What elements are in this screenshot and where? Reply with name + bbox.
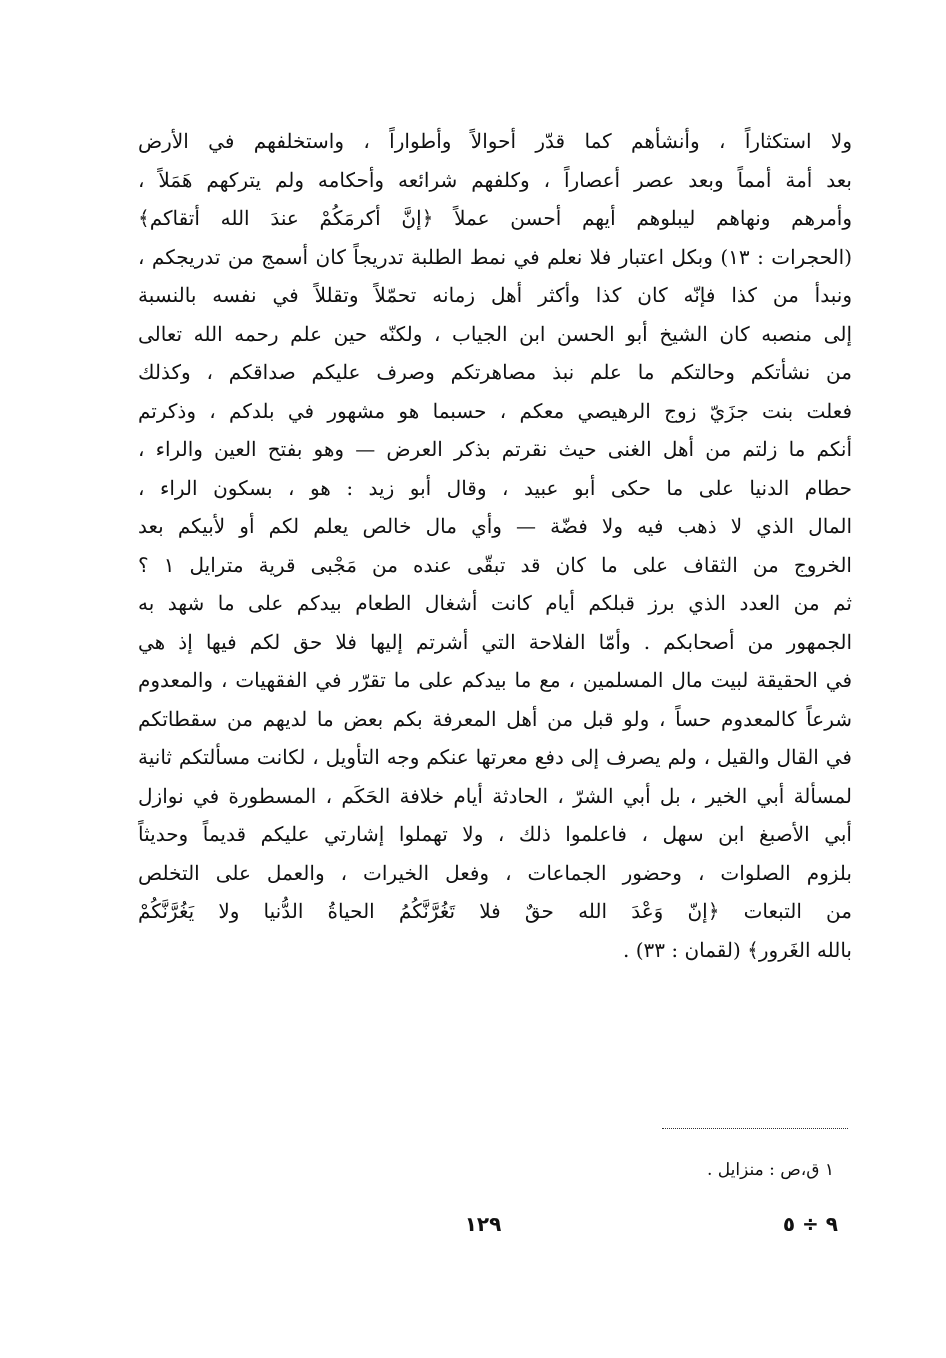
text-line: في الحقيقة لبيت مال المسلمين ، مع ما بيدكم على ما تقرّر في الفقهيات ، والمعدوم xyxy=(138,668,852,692)
text-line: من التبعات ﴿إنّ وَعْدَ الله حقٌ فلا تَغُرَّنَّكُمُ الحياةُ الدُّنيا ولا يَغُرَّنَّكُمْ xyxy=(138,899,852,923)
text-line: لمسألة أبي الخير ، بل أبي الشرّ ، الحادثة أيام خلافة الحَكَم ، المسطورة في نوازل xyxy=(138,783,852,808)
footnote: ١ ق،ص : منزايل . xyxy=(706,1160,834,1180)
text-line: ثم من العدد الذي برز قبلكم أيام كانت أشغال الطعام بيدكم على ما شهد به xyxy=(138,591,852,615)
printer-signature: ٩ ÷ ٥ xyxy=(782,1212,838,1236)
text-line: في القال والقيل ، ولم يصرف إلى دفع معرتها عنكم وجه التأويل ، لكانت مسألتكم ثانية xyxy=(138,745,852,769)
page-number: ١٢٩ xyxy=(464,1212,502,1236)
text-line: الجمهور من أصحابكم . وأمّا الفلاحة التي أشرتم إليها فلا حق لكم فيها إذ هي xyxy=(138,629,852,654)
text-line: (الحجرات : ١٣) وبكل اعتبار فلا نعلم في نمط الطلبة تدريجاً كان أسمج من تدريجكم ، xyxy=(138,244,852,269)
text-line: إلى منصبه كان الشيخ أبو الحسن ابن الجياب ، ولكنّه حين علم رحمه الله تعالى xyxy=(138,321,852,346)
text-line: وأمرهم ونهاهم ليبلوهم أيهم أحسن عملاً ﴿إنَّ أكرمَكُمْ عندَ الله أتقاكم﴾ xyxy=(138,206,852,230)
body-text xyxy=(138,122,852,969)
text-line: أنكم ما زلتم من أهل الغنى حيث نقرتم بذكر العرض — وهو بفتح العين والراء ، xyxy=(138,437,852,461)
text-line: بعد أمة أمماً وبعد عصر أعصاراً ، وكلفهم شرائعه وأحكامه ولم يتركهم هَمَلاً ، xyxy=(138,167,852,192)
footnote-divider xyxy=(662,1128,848,1129)
text-line: بلزوم الصلوات ، وحضور الجماعات ، وفعل الخيرات ، والعمل على التخلص xyxy=(138,860,852,885)
text-line: بالله الغَرور﴾ (لقمان : ٣٣) . xyxy=(622,937,852,962)
text-line: شرعاً كالمعدوم حساً ، ولو قبل من أهل المعرفة بكم بعض ما لديهم من سقطاتكم xyxy=(138,706,852,731)
text-line: من نشأتكم وحالتكم ما علم نبذ مصاهرتكم وصرف عليكم صداقكم ، وكذلك xyxy=(138,360,852,384)
text-line: ونبدأ من كذا فإنّه كان كذا وأكثر أهل زمانه تحمّلاً وتقللاً في نفسه بالنسبة xyxy=(138,283,852,307)
text-line: ولا استكثاراً ، وأنشأهم كما قدّر أحوالاً وأطواراً ، واستخلفهم في الأرض xyxy=(138,129,852,153)
text-line: المال الذي لا ذهب فيه ولا فضّة — وأي مال خالص يعلم لكم أو لأبيكم بعد xyxy=(138,514,852,538)
text-line: أبي الأصبغ ابن سهل ، فاعلموا ذلك ، ولا تهملوا إشارتي عليكم قديماً وحديثاً xyxy=(138,822,852,846)
text-line: حطام الدنيا على ما حكى أبو عبيد ، وقال أبو زيد : هو ، بسكون الراء ، xyxy=(138,475,852,500)
text-line: فعلت بنت جزَيّ زوج الرهيصي معكم ، حسبما هو مشهور في بلدكم ، وذكرتم xyxy=(138,398,852,423)
text-line: الخروج من الثقاف على ما كان قد تبقّى عنده من مَجْبى قرية مترايل ١ ؟ xyxy=(138,552,852,577)
